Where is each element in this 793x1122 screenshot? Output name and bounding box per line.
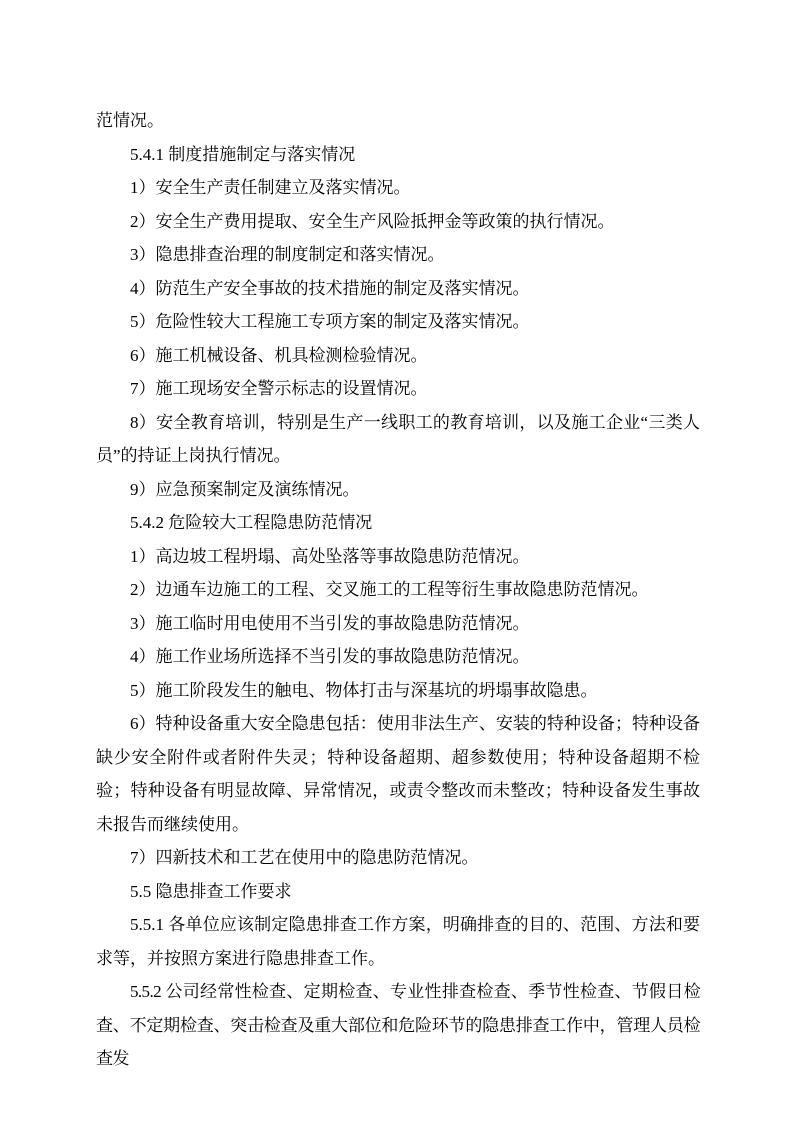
list-item: 2）边通车边施工的工程、交叉施工的工程等衍生事故隐患防范情况。 xyxy=(130,580,649,599)
list-item: 3）隐患排查治理的制度制定和落实情况。 xyxy=(130,245,445,264)
list-item: 4）防范生产安全事故的技术措施的制定及落实情况。 xyxy=(130,278,530,298)
list-item: 5）施工阶段发生的触电、物体打击与深基坑的坍塌事故隐患。 xyxy=(130,680,598,700)
list-item: 7）施工现场安全警示标志的设置情况。 xyxy=(130,379,428,398)
heading-5-5: 5.5 隐患排查工作要求 xyxy=(130,881,292,901)
list-item: 6）施工机械设备、机具检测检验情况。 xyxy=(130,345,428,365)
list-item: 5）危险性较大工程施工专项方案的制定及落实情况。 xyxy=(130,312,530,331)
list-item: 8）安全教育培训，特别是生产一线职工的教育培训，以及施工企业“三类人员”的持证上岗执行情况。 xyxy=(96,412,700,465)
list-item: 1）高边坡工程坍塌、高处坠落等事故隐患防范情况。 xyxy=(130,546,530,566)
list-item: 4）施工作业场所选择不当引发的事故隐患防范情况。 xyxy=(130,647,530,666)
paragraph-5-5-2: 5.5.2 公司经常性检查、定期检查、专业性排查检查、季节性检查、节假日检查、不定期检查、突击检查及重大部位和危险环节的隐患排查工作中，管理人员检查发 xyxy=(96,982,700,1068)
heading-5-4-2: 5.4.2 危险较大工程隐患防范情况 xyxy=(130,513,373,532)
list-item: 1）安全生产责任制建立及落实情况。 xyxy=(130,178,411,197)
list-item: 3）施工临时用电使用不当引发的事故隐患防范情况。 xyxy=(130,613,530,633)
document-body xyxy=(96,104,700,1076)
list-item: 6）特种设备重大安全隐患包括：使用非法生产、安装的特种设备；特种设备缺少安全附件或者附件失灵；特种设备超期、超参数使用；特种设备超期不检验；特种设备有明显故障、异常情况，或责令整改而未整改；特种设备发生事故未报告而继续使用。 xyxy=(96,714,700,834)
list-item: 2）安全生产费用提取、安全生产风险抵押金等政策的执行情况。 xyxy=(130,211,615,231)
paragraph-5-5-1: 5.5.1 各单位应该制定隐患排查工作方案，明确排查的目的、范围、方法和要求等，并按照方案进行隐患排查工作。 xyxy=(96,915,700,968)
heading-5-4-1: 5.4.1 制度措施制定与落实情况 xyxy=(130,144,356,164)
paragraph-continuation: 范情况。 xyxy=(96,111,164,130)
list-item: 7）四新技术和工艺在使用中的隐患防范情况。 xyxy=(130,848,479,867)
list-item: 9）应急预案制定及演练情况。 xyxy=(130,479,360,499)
